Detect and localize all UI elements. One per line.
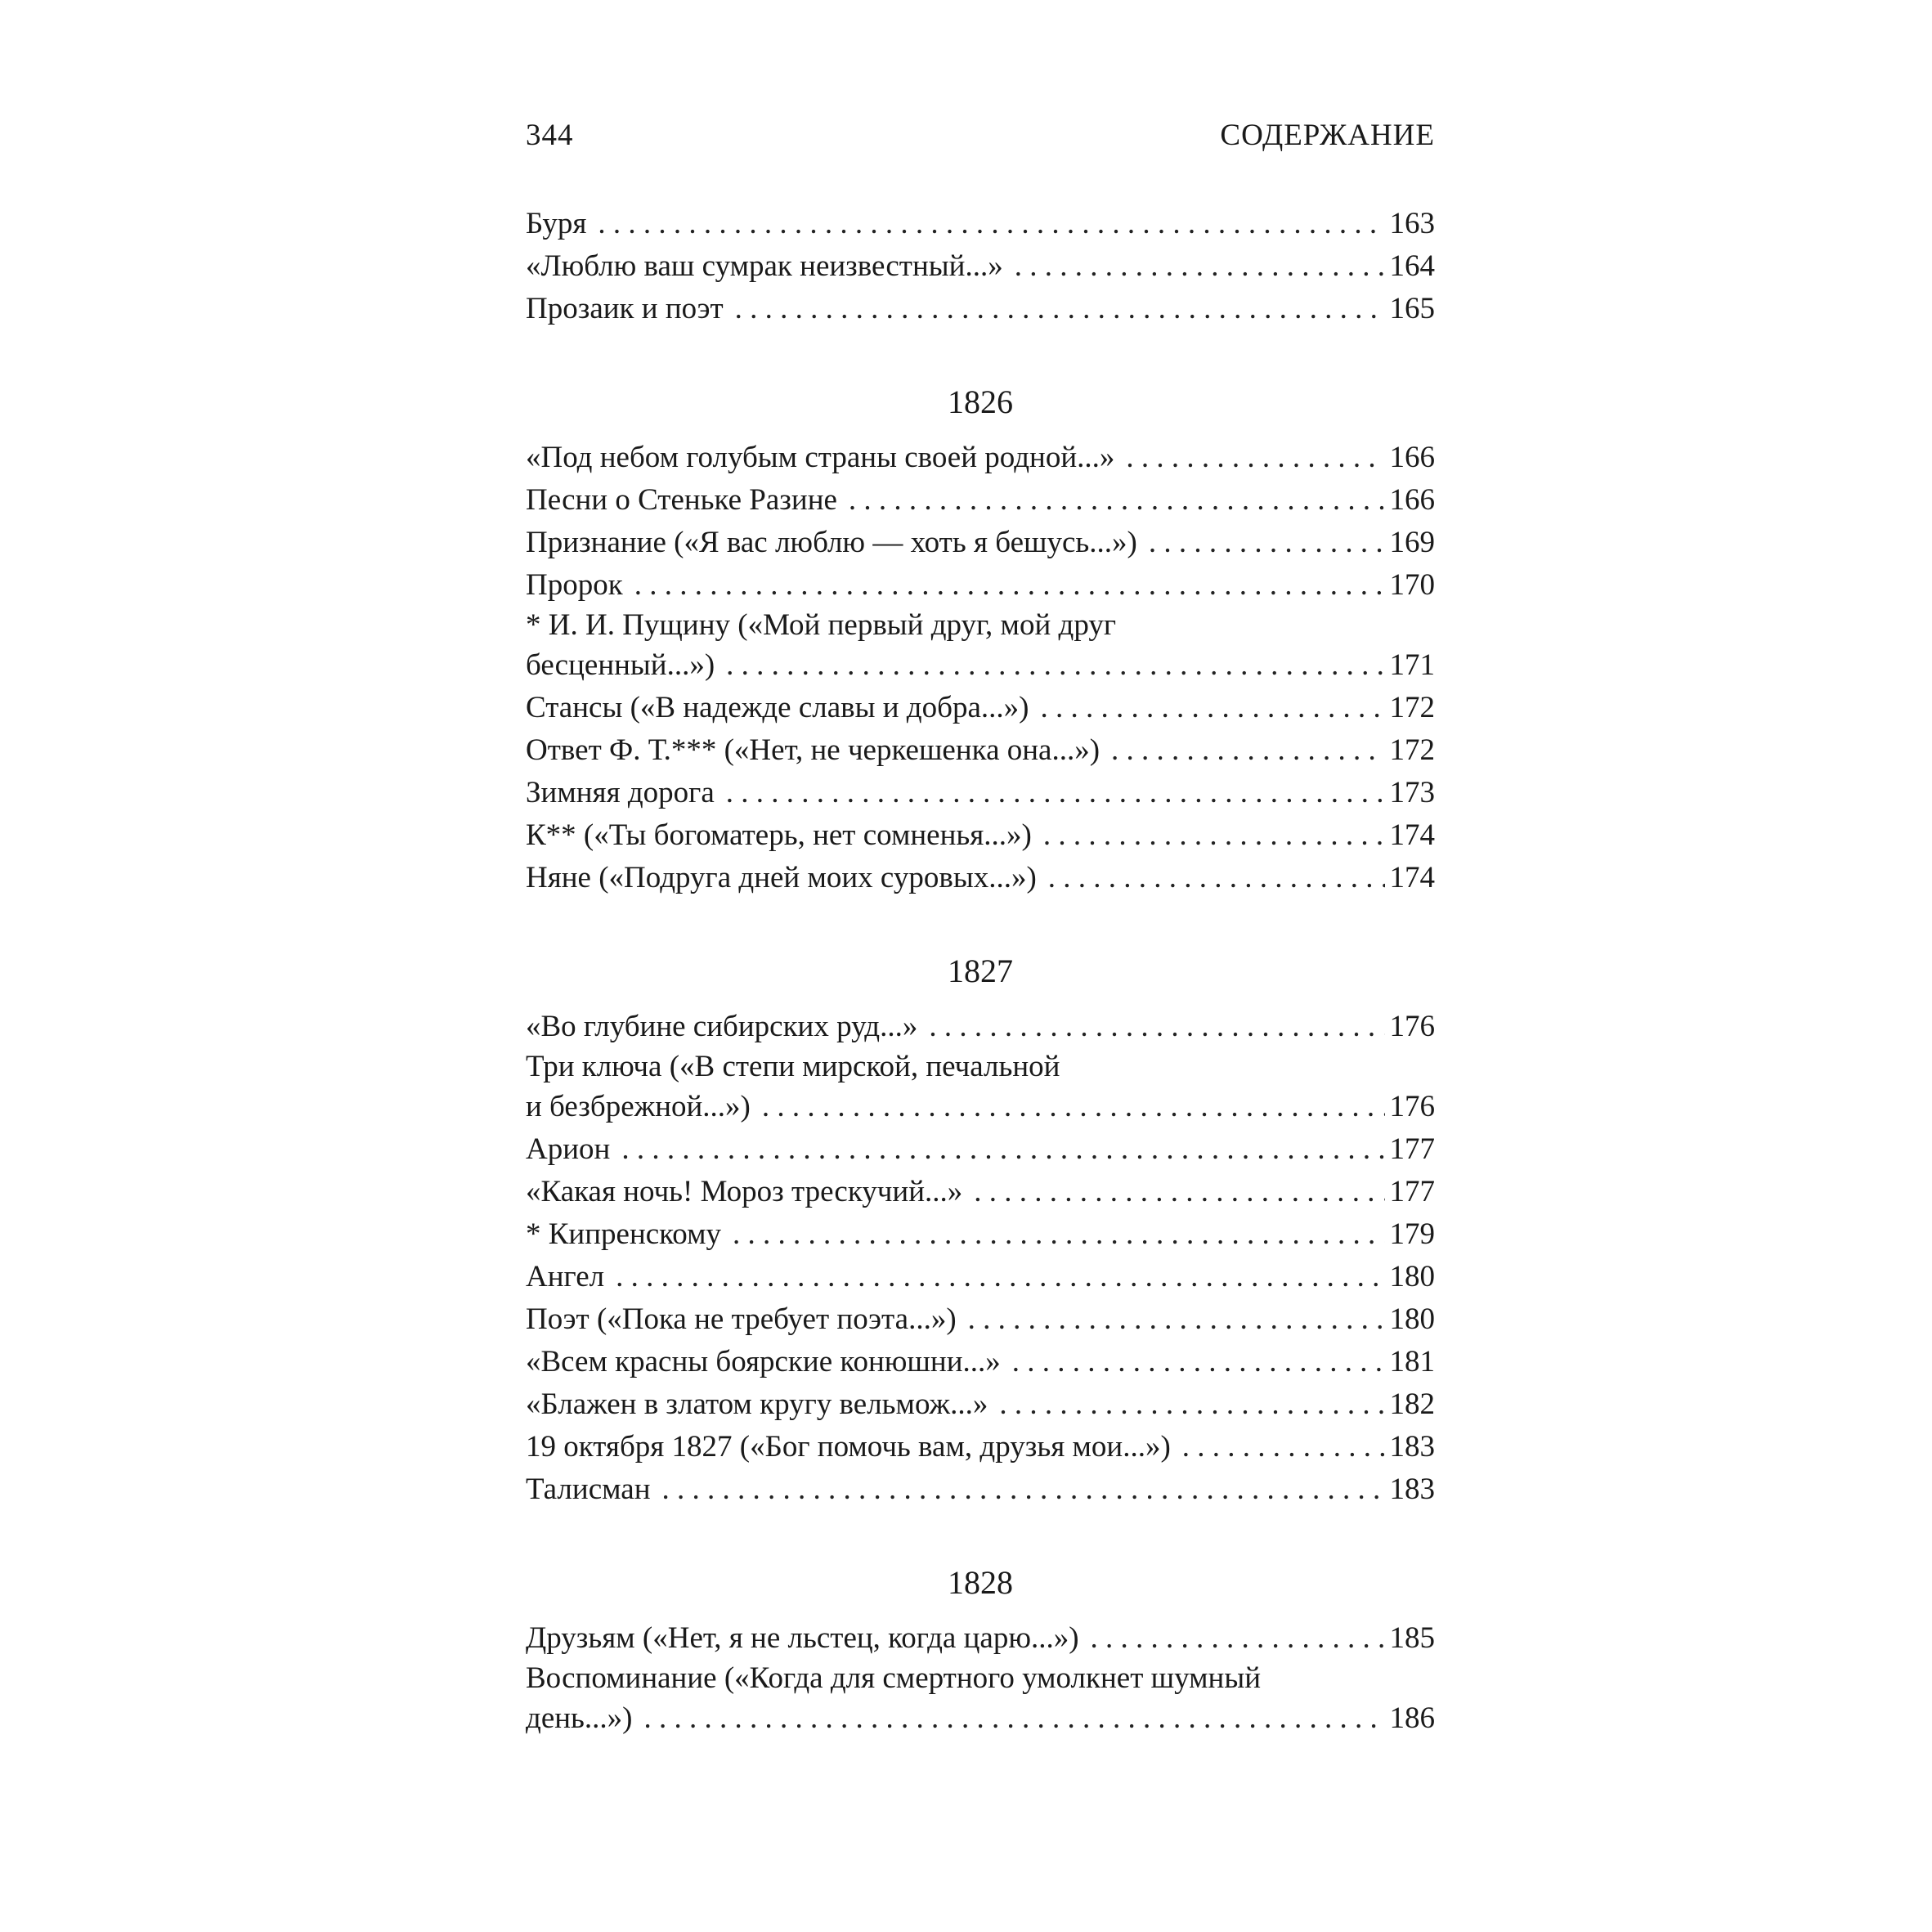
- toc-entry-page: 182: [1389, 1387, 1435, 1421]
- toc-entry-page: 166: [1389, 441, 1435, 474]
- toc-entry-title: «Люблю ваш сумрак неизвестный...»: [526, 249, 1003, 283]
- toc-entry-page: 172: [1389, 733, 1435, 767]
- toc-entry-page: 177: [1389, 1175, 1435, 1208]
- toc-entry-page: 165: [1389, 292, 1435, 325]
- dot-leader: [1111, 729, 1384, 772]
- toc-entry-row: [526, 564, 1435, 607]
- toc-entry: [526, 1213, 1435, 1256]
- toc-entry: [526, 687, 1435, 729]
- toc-entry-row: [526, 1341, 1435, 1383]
- toc-entry-row: [526, 772, 1435, 814]
- dot-leader: [634, 564, 1385, 607]
- toc-entry: [526, 607, 1435, 687]
- toc-entry-row: [526, 1298, 1435, 1341]
- toc-entry-title: Ответ Ф. Т.*** («Нет, не черкешенка она...»): [526, 733, 1100, 767]
- dot-leader: [1012, 1341, 1385, 1383]
- toc-entry-title: Зимняя дорога: [526, 776, 715, 809]
- toc-entry-row: [526, 1006, 1435, 1048]
- toc-entry: [526, 1617, 1435, 1660]
- toc-entry-row: [526, 522, 1435, 564]
- toc-entry-page: 174: [1389, 818, 1435, 852]
- toc-entry-title: и безбрежной...»): [526, 1090, 751, 1123]
- dot-leader: [733, 1213, 1385, 1256]
- toc-entry-page: 183: [1389, 1473, 1435, 1506]
- toc-entry-page: 174: [1389, 861, 1435, 894]
- toc-entry-page: 169: [1389, 526, 1435, 559]
- section-year-heading: 1828: [948, 1564, 1013, 1601]
- toc-entry: [526, 1426, 1435, 1468]
- toc-entry-row: [526, 203, 1435, 245]
- dot-leader: [726, 772, 1385, 814]
- toc-entry: [526, 522, 1435, 564]
- toc-entry: [526, 729, 1435, 772]
- toc-entry-page: 173: [1389, 776, 1435, 809]
- page-number: 344: [526, 119, 574, 152]
- toc-entry: [526, 1171, 1435, 1213]
- toc-entry-title: «Под небом голубым страны своей родной...»: [526, 441, 1115, 474]
- toc-entry-title: день...»): [526, 1701, 633, 1735]
- toc-entry-row: [526, 857, 1435, 899]
- toc-entry-title: Ангел: [526, 1260, 605, 1293]
- toc-entry-title: Пророк: [526, 568, 623, 602]
- toc-entry-row: [526, 687, 1435, 729]
- toc-entry-title: Няне («Подруга дней моих суровых...»): [526, 861, 1037, 894]
- toc-entry-row: [526, 1213, 1435, 1256]
- dot-leader: [616, 1256, 1384, 1298]
- toc-entry-row: [526, 1426, 1435, 1468]
- toc-entry-title: Буря: [526, 207, 587, 240]
- toc-entry-row: [526, 1256, 1435, 1298]
- toc-entry-row: [526, 1617, 1435, 1660]
- section-year-heading: 1827: [948, 953, 1013, 989]
- toc-entry-page: 172: [1389, 691, 1435, 724]
- toc-entry-row: [526, 288, 1435, 330]
- running-header: [526, 111, 1435, 160]
- toc-entry: [526, 1298, 1435, 1341]
- toc-entry: [526, 1006, 1435, 1048]
- dot-leader: [974, 1171, 1384, 1213]
- dot-leader: [1048, 857, 1385, 899]
- toc-entry: [526, 1468, 1435, 1511]
- toc-entry: [526, 245, 1435, 288]
- toc-entry-title: Прозаик и поэт: [526, 292, 724, 325]
- toc-entry: [526, 857, 1435, 899]
- toc-entry-page: 177: [1389, 1132, 1435, 1166]
- toc-entry-page: 170: [1389, 568, 1435, 602]
- toc-entry: [526, 1256, 1435, 1298]
- toc-entry-title-line: Три ключа («В степи мирской, печальной: [526, 1050, 1060, 1083]
- toc-entry-row: [526, 644, 1435, 687]
- toc-entry-row: [526, 1697, 1435, 1740]
- toc-entry: [526, 1660, 1435, 1740]
- toc-entry: [526, 1341, 1435, 1383]
- dot-leader: [1149, 522, 1385, 564]
- toc-entry-title: «Какая ночь! Мороз трескучий...»: [526, 1175, 963, 1208]
- toc-entry: [526, 1048, 1435, 1128]
- dot-leader: [621, 1128, 1384, 1171]
- toc-entry-page: 183: [1389, 1430, 1435, 1464]
- toc-entry-title: Поэт («Пока не требует поэта...»): [526, 1302, 957, 1336]
- toc-entry: [526, 1383, 1435, 1426]
- running-title: СОДЕРЖАНИЕ: [1220, 119, 1435, 152]
- dot-leader: [968, 1298, 1385, 1341]
- toc-entry-row: [526, 814, 1435, 857]
- toc-entry: [526, 437, 1435, 479]
- toc-entry-page: 180: [1389, 1302, 1435, 1336]
- toc-entry-title-line: * И. И. Пущину («Мой первый друг, мой друг: [526, 608, 1117, 642]
- dot-leader: [929, 1006, 1384, 1048]
- toc-entry-title: * Кипренскому: [526, 1217, 721, 1251]
- toc-entry-row: [526, 437, 1435, 479]
- toc-entry-title: «Всем красны боярские конюшни...»: [526, 1345, 1001, 1378]
- table-of-contents: [526, 203, 1435, 1740]
- toc-entry: [526, 479, 1435, 522]
- toc-entry-row: [526, 729, 1435, 772]
- toc-entry-row: [526, 1128, 1435, 1171]
- toc-entry-title: Стансы («В надежде славы и добра...»): [526, 691, 1029, 724]
- toc-entry-title-line: Воспоминание («Когда для смертного умолкнет шумный: [526, 1661, 1262, 1695]
- toc-entry-title: 19 октября 1827 («Бог помочь вам, друзья мои...»): [526, 1430, 1171, 1464]
- toc-entry-title: Друзьям («Нет, я не льстец, когда царю...»): [526, 1621, 1079, 1655]
- toc-entry-title: бесценный...»): [526, 648, 715, 682]
- toc-entry-row: [526, 1468, 1435, 1511]
- toc-entry-title: «Блажен в златом кругу вельмож...»: [526, 1387, 988, 1421]
- toc-entry-page: 163: [1389, 207, 1435, 240]
- dot-leader: [735, 288, 1385, 330]
- toc-entry-page: 171: [1389, 648, 1435, 682]
- toc-entry-row: [526, 1086, 1435, 1128]
- dot-leader: [1015, 245, 1385, 288]
- dot-leader: [644, 1697, 1385, 1740]
- dot-leader: [1040, 687, 1384, 729]
- section-year-heading: 1826: [948, 383, 1013, 420]
- toc-entry: [526, 203, 1435, 245]
- toc-entry-page: 185: [1389, 1621, 1435, 1655]
- toc-entry-page: 176: [1389, 1010, 1435, 1043]
- toc-entry-page: 180: [1389, 1260, 1435, 1293]
- dot-leader: [1091, 1617, 1385, 1660]
- toc-entry: [526, 564, 1435, 607]
- toc-entry-page: 181: [1389, 1345, 1435, 1378]
- toc-entry-row: [526, 1171, 1435, 1213]
- toc-entry-page: 179: [1389, 1217, 1435, 1251]
- toc-entry-page: 176: [1389, 1090, 1435, 1123]
- dot-leader: [598, 203, 1384, 245]
- toc-entry: [526, 1128, 1435, 1171]
- toc-entry-page: 166: [1389, 483, 1435, 517]
- toc-entry-row: [526, 479, 1435, 522]
- dot-leader: [762, 1086, 1385, 1128]
- dot-leader: [1182, 1426, 1385, 1468]
- toc-entry-title: Арион: [526, 1132, 611, 1166]
- toc-entry-row: [526, 1383, 1435, 1426]
- toc-entry-title: Талисман: [526, 1473, 651, 1506]
- dot-leader: [999, 1383, 1384, 1426]
- dot-leader: [662, 1468, 1385, 1511]
- dot-leader: [726, 644, 1384, 687]
- toc-entry-row: [526, 245, 1435, 288]
- toc-entry-page: 186: [1389, 1701, 1435, 1735]
- toc-entry-title: Песни о Стеньке Разине: [526, 483, 837, 517]
- toc-entry-title: Признание («Я вас люблю — хоть я бешусь...»): [526, 526, 1137, 559]
- toc-entry-title: «Во глубине сибирских руд...»: [526, 1010, 918, 1043]
- dot-leader: [1126, 437, 1384, 479]
- toc-entry: [526, 772, 1435, 814]
- dot-leader: [1043, 814, 1385, 857]
- toc-entry: [526, 288, 1435, 330]
- dot-leader: [849, 479, 1385, 522]
- toc-entry: [526, 814, 1435, 857]
- toc-entry-page: 164: [1389, 249, 1435, 283]
- toc-entry-title: К** («Ты богоматерь, нет сомненья...»): [526, 818, 1032, 852]
